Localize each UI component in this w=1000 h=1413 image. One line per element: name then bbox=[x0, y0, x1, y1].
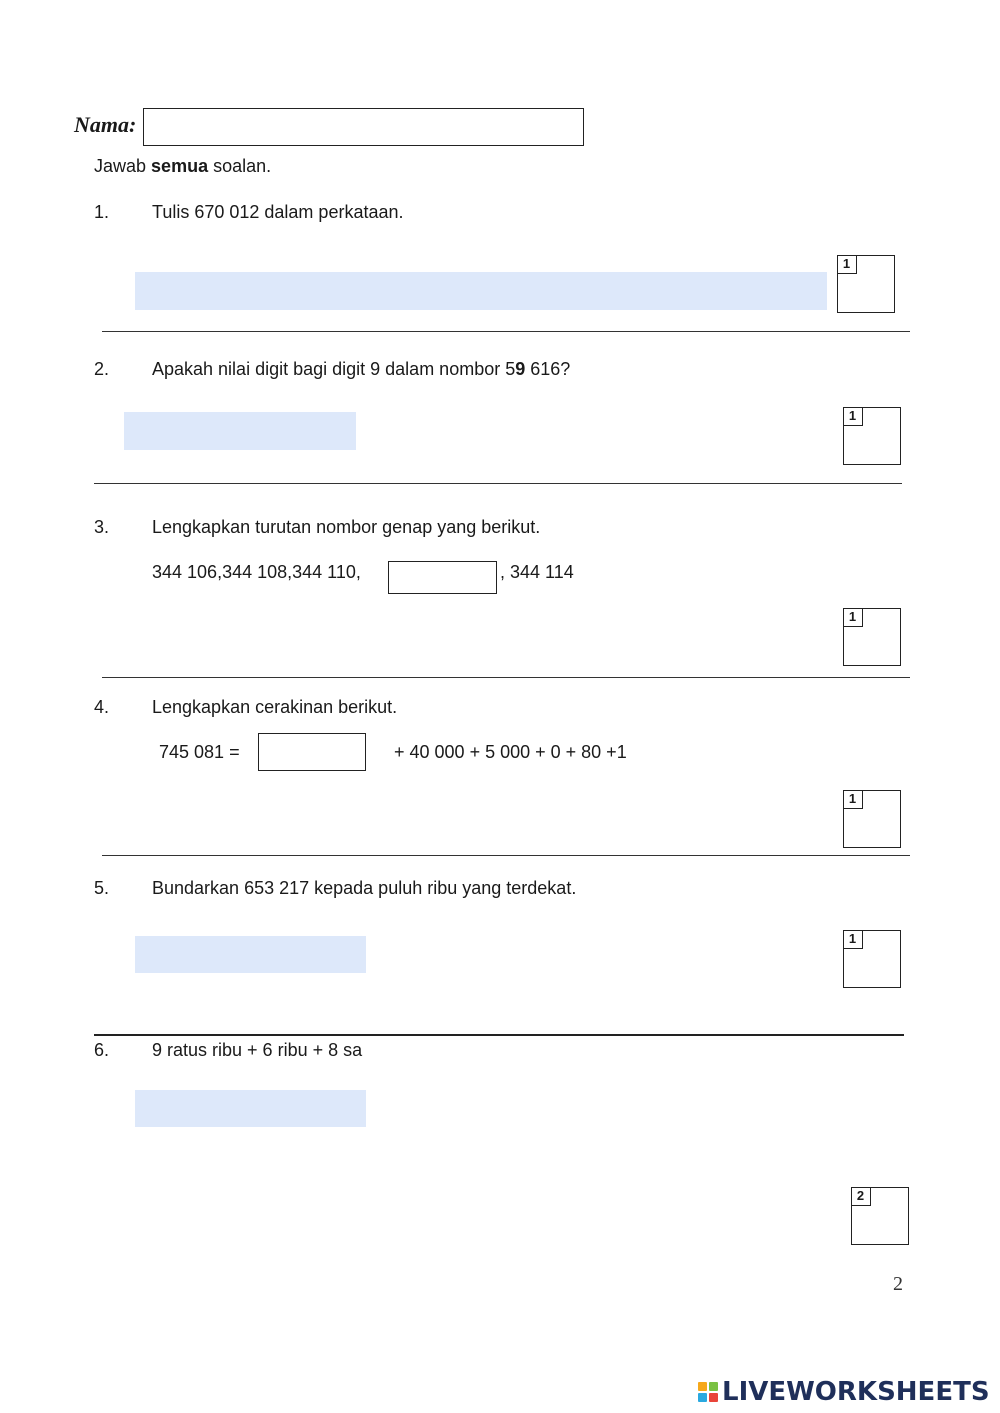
question-2-text-suffix: 616? bbox=[525, 359, 571, 379]
name-label: Nama: bbox=[74, 112, 137, 137]
question-5-number: 5. bbox=[94, 878, 110, 898]
question-1-mark-value: 1 bbox=[837, 255, 857, 274]
liveworksheets-icon bbox=[698, 1382, 718, 1402]
divider bbox=[94, 1034, 904, 1036]
question-4-answer-input[interactable] bbox=[258, 733, 366, 771]
question-6-mark-box bbox=[851, 1187, 909, 1245]
question-4-equation-right: + 40 000 + 5 000 + 0 + 80 +1 bbox=[394, 742, 627, 762]
divider bbox=[94, 483, 902, 484]
question-2-text-prefix: Apakah nilai digit bagi digit 9 dalam nombor 5 bbox=[152, 359, 516, 379]
question-2-mark-box bbox=[843, 407, 901, 465]
question-5-answer-field[interactable] bbox=[135, 936, 366, 973]
page-number: 2 bbox=[893, 1273, 903, 1295]
instruction-bold: semua bbox=[151, 156, 209, 176]
question-1-mark-box bbox=[837, 255, 895, 313]
instruction bbox=[94, 155, 271, 177]
question-3-text: Lengkapkan turutan nombor genap yang berikut. bbox=[152, 517, 541, 537]
question-4-mark-box bbox=[843, 790, 901, 848]
question-5-text: Bundarkan 653 217 kepada puluh ribu yang terdekat. bbox=[152, 878, 577, 898]
question-3-sequence-suffix: , 344 114 bbox=[500, 562, 574, 582]
question-1-text: Tulis 670 012 dalam perkataan. bbox=[152, 202, 404, 222]
name-input[interactable] bbox=[143, 108, 584, 146]
question-2-answer-field[interactable] bbox=[124, 412, 356, 450]
instruction-suffix: soalan. bbox=[208, 156, 272, 176]
question-2-text-bold: 9 bbox=[515, 359, 526, 379]
question-4-number: 4. bbox=[94, 697, 110, 717]
liveworksheets-logo bbox=[698, 1377, 990, 1407]
instruction-prefix: Jawab bbox=[94, 156, 152, 176]
question-5-mark-box bbox=[843, 930, 901, 988]
question-3-sequence-prefix: 344 106,344 108,344 110, bbox=[152, 562, 361, 582]
question-4-text: Lengkapkan cerakinan berikut. bbox=[152, 697, 398, 717]
question-2-number: 2. bbox=[94, 359, 110, 379]
question-3-number: 3. bbox=[94, 517, 110, 537]
question-4-equation-left: 745 081 = bbox=[159, 742, 240, 762]
question-6-answer-field[interactable] bbox=[135, 1090, 366, 1127]
question-5-mark-value: 1 bbox=[843, 930, 863, 949]
question-2-mark-value: 1 bbox=[843, 407, 863, 426]
question-6-mark-value: 2 bbox=[851, 1187, 871, 1206]
question-6-number: 6. bbox=[94, 1040, 110, 1060]
question-1-number: 1. bbox=[94, 202, 110, 222]
question-3-answer-input[interactable] bbox=[388, 561, 497, 594]
divider bbox=[102, 677, 910, 678]
question-3-mark-box bbox=[843, 608, 901, 666]
divider bbox=[102, 855, 910, 856]
question-2-text bbox=[152, 358, 570, 380]
question-1-answer-field[interactable] bbox=[135, 272, 827, 310]
divider bbox=[102, 331, 910, 332]
question-6-text: 9 ratus ribu + 6 ribu + 8 sa bbox=[152, 1040, 363, 1060]
question-4-mark-value: 1 bbox=[843, 790, 863, 809]
brand-text: LIVEWORKSHEETS bbox=[722, 1377, 990, 1407]
question-3-mark-value: 1 bbox=[843, 608, 863, 627]
